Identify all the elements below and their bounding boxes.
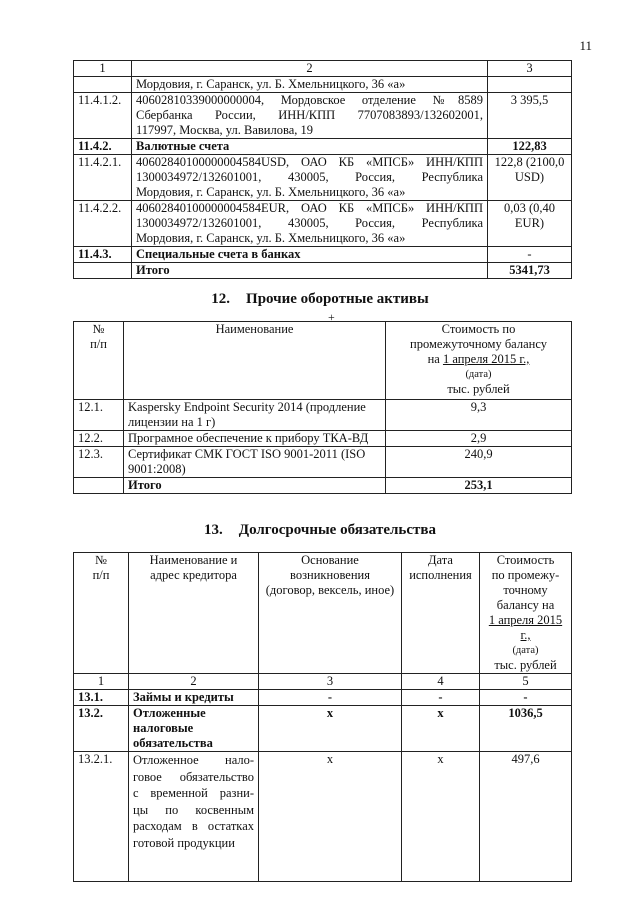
table-total-row (74, 478, 572, 494)
row-description: Итого (132, 263, 488, 279)
row-description: 40602810339000000004, Мордовское отделение №8589 Сбербанка России, ИНН/КПП 7707083893/132602001, 117997, Москва, ул. Вавилова, 19 (132, 93, 488, 139)
column-header-name: Наименование (124, 322, 386, 400)
long-term-liabilities-table (73, 552, 572, 882)
row-value: 122,8 (2100,0 USD) (488, 155, 572, 201)
column-number: 3 (259, 674, 402, 690)
column-header-basis: Основание возникновения (договор, вексель, иное) (259, 553, 402, 674)
row-number: 12.2. (74, 431, 124, 447)
row-number: 11.4.2.1. (74, 155, 132, 201)
row-description: 40602840100000004584EUR, ОАО КБ «МПСБ» ИНН/КПП 1300034972/132601001, 430005, Россия, Республика Мордовия, г. Саранск, ул. Б. Хмельницкого, 36 «а» (132, 201, 488, 247)
column-number-row (74, 674, 572, 690)
column-header-cost: Стоимость по промежу- точному балансу на 1 апреля 2015 г., (дата) тыс. рублей (480, 553, 572, 674)
row-description: Програмное обеспечение к прибору ТКА-ВД (124, 431, 386, 447)
column-number: 4 (402, 674, 480, 690)
row-value: - (488, 247, 572, 263)
page-number: 11 (579, 38, 592, 53)
row-description: Специальные счета в банках (132, 247, 488, 263)
column-number: 5 (480, 674, 572, 690)
column-header: 1 (74, 61, 132, 77)
row-number: 13.1. (74, 690, 129, 706)
table-row (74, 431, 572, 447)
row-number: 11.4.2. (74, 139, 132, 155)
table-row (74, 139, 572, 155)
table-header-row (74, 61, 572, 77)
row-description: Сертификат СМК ГОСТ ISO 9001-2011 (ISO 9001:2008) (124, 447, 386, 478)
table-header-row (74, 322, 572, 400)
total-value: 253,1 (386, 478, 572, 494)
row-description: Валютные счета (132, 139, 488, 155)
row-value: 5341,73 (488, 263, 572, 279)
row-value: 0,03 (0,40 EUR) (488, 201, 572, 247)
row-number: 12.3. (74, 447, 124, 478)
row-value: 9,3 (386, 400, 572, 431)
row-number: 11.4.2.2. (74, 201, 132, 247)
row-date: - (402, 690, 480, 706)
table-header-row (74, 553, 572, 674)
table-row (74, 201, 572, 247)
row-description: Отложенные налоговые обязательства (129, 706, 259, 752)
row-number: 13.2.1. (74, 752, 129, 882)
row-number (74, 263, 132, 279)
column-number: 2 (129, 674, 259, 690)
row-number: 12.1. (74, 400, 124, 431)
row-number: 11.4.1.2. (74, 93, 132, 139)
row-description: Займы и кредиты (129, 690, 259, 706)
table-row (74, 93, 572, 139)
row-basis: - (259, 690, 402, 706)
plus-mark: + (328, 310, 335, 324)
other-current-assets-table (73, 321, 572, 494)
table-row (74, 752, 572, 882)
row-description: Kaspersky Endpoint Security 2014 (продление лицензии на 1 г) (124, 400, 386, 431)
row-value: 240,9 (386, 447, 572, 478)
column-header: 2 (132, 61, 488, 77)
table-row (74, 400, 572, 431)
row-description: Мордовия, г. Саранск, ул. Б. Хмельницкого, 36 «а» (132, 77, 488, 93)
total-label: Итого (124, 478, 386, 494)
row-value: 3 395,5 (488, 93, 572, 139)
table-row (74, 155, 572, 201)
column-header-creditor: Наименование и адрес кредитора (129, 553, 259, 674)
column-header-number: № п/п (74, 322, 124, 400)
row-number: 13.2. (74, 706, 129, 752)
row-value: 497,6 (480, 752, 572, 882)
row-value: - (480, 690, 572, 706)
row-description: Отложенное нало- говое обязательство с временной разни- цы по косвенным расходам в остатках готовой продукции (129, 752, 259, 882)
row-date: x (402, 706, 480, 752)
row-basis: x (259, 706, 402, 752)
table-total-row (74, 263, 572, 279)
row-date: x (402, 752, 480, 882)
table-row (74, 690, 572, 706)
section-12-heading: 12. Прочие оборотные активы (211, 291, 429, 307)
row-value: 122,83 (488, 139, 572, 155)
row-description: 40602840100000004584USD, ОАО КБ «МПСБ» ИНН/КПП 1300034972/132601001, 430005, Россия, Республика Мордовия, г. Саранск, ул. Б. Хмельницкого, 36 «а» (132, 155, 488, 201)
table-row (74, 77, 572, 93)
section-13-heading: 13. Долгосрочные обязательства (204, 522, 436, 538)
row-number: 11.4.3. (74, 247, 132, 263)
row-value: 1036,5 (480, 706, 572, 752)
table-row (74, 706, 572, 752)
column-header-cost: Стоимость по промежуточному балансу на 1 апреля 2015 г., (дата) тыс. рублей (386, 322, 572, 400)
column-header-number: № п/п (74, 553, 129, 674)
bank-accounts-table (73, 60, 572, 279)
column-header-date: Дата исполнения (402, 553, 480, 674)
row-value (488, 77, 572, 93)
column-number: 1 (74, 674, 129, 690)
row-value: 2,9 (386, 431, 572, 447)
row-basis: x (259, 752, 402, 882)
table-row (74, 447, 572, 478)
table-row (74, 247, 572, 263)
column-header: 3 (488, 61, 572, 77)
row-number (74, 77, 132, 93)
